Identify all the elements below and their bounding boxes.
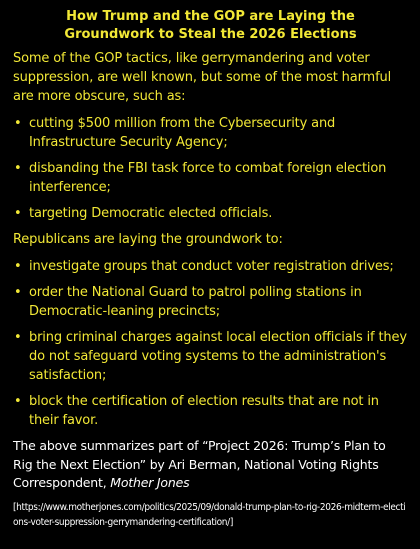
list-item xyxy=(13,204,408,223)
bullet-icon: • xyxy=(14,161,22,176)
list-item-text: block the certification of election results that are not in their favor. xyxy=(29,394,379,428)
bullet-icon: • xyxy=(14,330,22,345)
list-item-text: order the National Guard to patrol polling stations in Democratic-leaning precincts; xyxy=(29,285,362,319)
bullet-icon: • xyxy=(14,285,22,300)
groundwork-intro: Republicans are laying the groundwork to: xyxy=(13,232,283,247)
list-item-text: bring criminal charges against local election officials if they do not safeguard voting systems to the administration's satisfaction; xyxy=(29,330,407,383)
title-line-1: How Trump and the GOP are Laying the xyxy=(66,9,355,24)
bullet-icon: • xyxy=(14,206,22,221)
list-item xyxy=(13,392,408,430)
publication-name: Mother Jones xyxy=(110,475,190,490)
list-item-text: investigate groups that conduct voter registration drives; xyxy=(29,259,394,274)
list-item xyxy=(13,328,408,385)
intro-paragraph: Some of the GOP tactics, like gerrymandering and voter suppression, are well known, but some of the most harmful are more obscure, such as: xyxy=(13,51,392,104)
tactics-list xyxy=(13,114,408,223)
bullet-icon: • xyxy=(14,394,22,409)
list-item xyxy=(13,114,408,152)
groundwork-list xyxy=(13,257,408,430)
summary-text: The above summarizes part of “Project 2026: Trump’s Plan to Rig the Next Election” by Ari Berman, National Voting Rights Correspondent, xyxy=(13,438,386,490)
bullet-icon: • xyxy=(14,259,22,274)
list-item-text: targeting Democratic elected officials. xyxy=(29,206,273,221)
title-line-2: Groundwork to Steal the 2026 Elections xyxy=(64,27,357,42)
page-title xyxy=(13,8,408,44)
source-summary xyxy=(13,437,408,493)
list-item xyxy=(13,257,408,276)
bullet-icon: • xyxy=(14,116,22,131)
list-item xyxy=(13,159,408,197)
list-item-text: disbanding the FBI task force to combat foreign election interference; xyxy=(29,161,387,195)
source-url: [https://www.motherjones.com/politics/2025/09/donald-trump-plan-to-rig-2026-midterm-elections-voter-suppression-gerrymandering-certification/] xyxy=(13,501,406,528)
list-item xyxy=(13,283,408,321)
list-item-text: cutting $500 million from the Cybersecurity and Infrastructure Security Agency; xyxy=(29,116,336,150)
